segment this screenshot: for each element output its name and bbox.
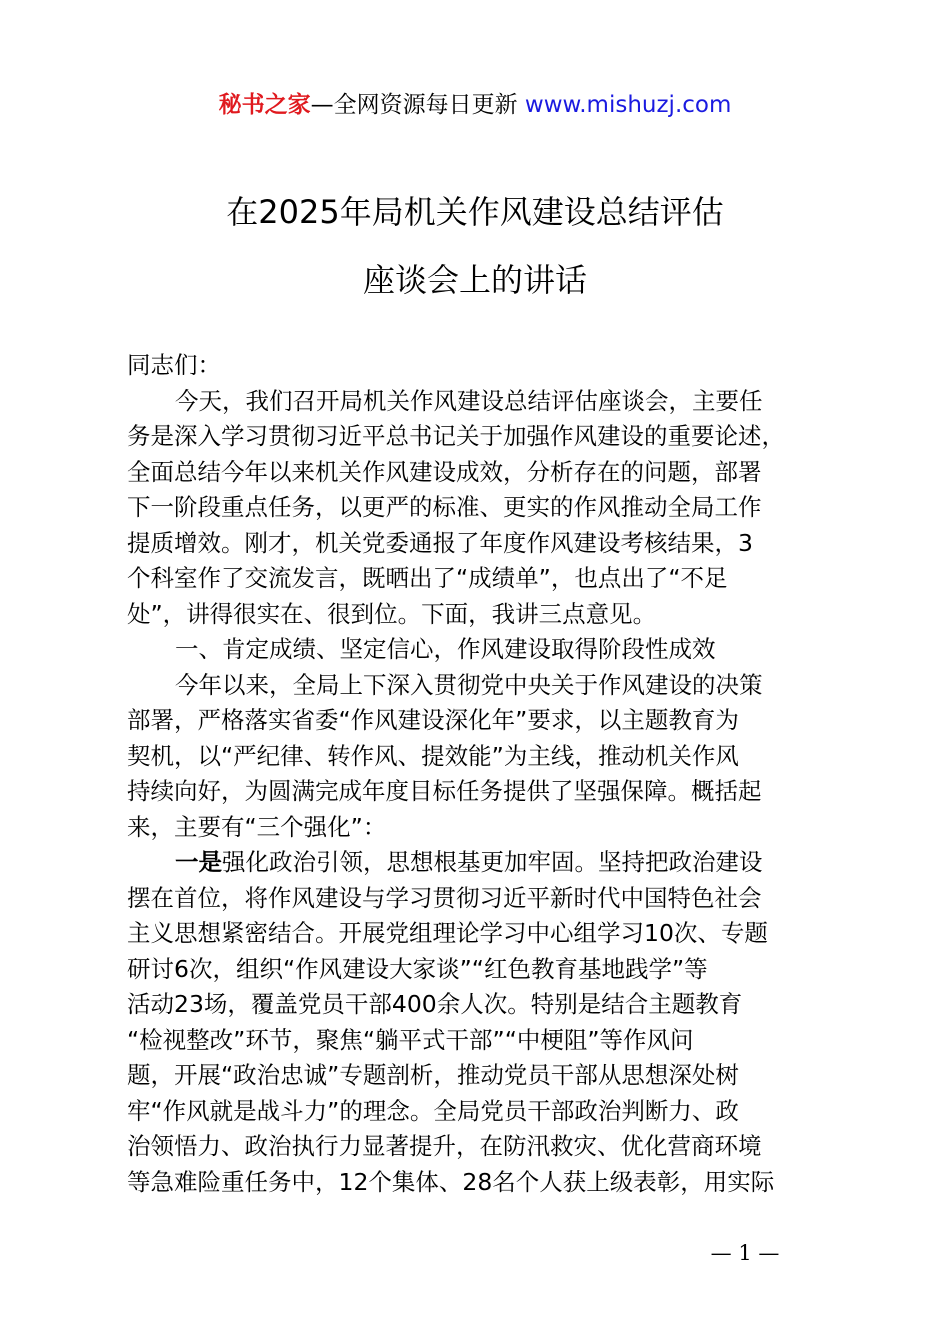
- paragraph-line: 个科室作了交流发言，既晒出了“成绩单”，也点出了“不足: [127, 564, 728, 592]
- paragraph-line: 务是深入学习贯彻习近平总书记关于加强作风建设的重要论述，: [127, 422, 785, 450]
- paragraph-line: 主义思想紧密结合。开展党组理论学习中心组学习10次、专题: [127, 919, 768, 947]
- page-number: — 1 —: [710, 1241, 780, 1265]
- paragraph-line: 处”，讲得很实在、很到位。下面，我讲三点意见。: [127, 599, 657, 628]
- paragraph-line: 活动23场，覆盖党员干部400余人次。特别是结合主题教育: [127, 990, 743, 1018]
- paragraph-line-first-point: [127, 845, 833, 881]
- paragraph-line: 来，主要有“三个强化”：: [127, 812, 387, 841]
- site-header: [0, 88, 950, 122]
- paragraph-line: 今天，我们召开局机关作风建设总结评估座谈会，主要任: [175, 386, 763, 415]
- document-title-line-1: 在2025年局机关作风建设总结评估: [226, 193, 724, 231]
- paragraph-line: 契机，以“严纪律、转作风、提效能”为主线，推动机关作风: [127, 741, 739, 770]
- paragraph-line: 题，开展“政治忠诚”专题剖析，推动党员干部从思想深处树: [127, 1061, 739, 1089]
- salutation: 同志们：: [127, 351, 221, 379]
- paragraph-line: 等急难险重任务中，12个集体、28名个人获上级表彰，用实际: [127, 1167, 775, 1196]
- paragraph-line-rest: 强化政治引领，思想根基更加牢固。坚持把政治建设: [222, 848, 763, 876]
- paragraph-line: 摆在首位，将作风建设与学习贯彻习近平新时代中国特色社会: [127, 883, 762, 912]
- bold-lead-text: 一是: [175, 848, 222, 876]
- paragraph-line: 下一阶段重点任务，以更严的标准、更实的作风推动全局工作: [127, 493, 762, 521]
- paragraph-line: 全面总结今年以来机关作风建设成效，分析存在的问题，部署: [127, 457, 762, 486]
- section-heading-1: 一、肯定成绩、坚定信心，作风建设取得阶段性成效: [175, 635, 716, 663]
- paragraph-line: 研讨6次，组织“作风建设大家谈”“红色教育基地践学”等: [127, 954, 708, 983]
- paragraph-line: 治领悟力、政治执行力显著提升，在防汛救灾、优化营商环境: [127, 1132, 762, 1160]
- paragraph-line: 今年以来，全局上下深入贯彻党中央关于作风建设的决策: [175, 670, 763, 699]
- paragraph-line: 持续向好，为圆满完成年度目标任务提供了坚强保障。概括起: [127, 777, 762, 805]
- speech-body: [127, 348, 833, 1200]
- site-url-link[interactable]: www.mishuzj.com: [524, 92, 732, 118]
- brand-name: 秘书之家: [218, 92, 311, 118]
- header-tagline: —全网资源每日更新: [310, 92, 518, 118]
- paragraph-line: 牢“作风就是战斗力”的理念。全局党员干部政治判断力、政: [127, 1096, 739, 1125]
- paragraph-line: “检视整改”环节，聚焦“躺平式干部”“中梗阻”等作风问: [127, 1025, 694, 1054]
- paragraph-line: 提质增效。刚才，机关党委通报了年度作风建设考核结果，3: [127, 528, 753, 557]
- paragraph-line: 部署，严格落实省委“作风建设深化年”要求，以主题教育为: [127, 706, 739, 734]
- document-title-line-2: 座谈会上的讲话: [362, 261, 587, 299]
